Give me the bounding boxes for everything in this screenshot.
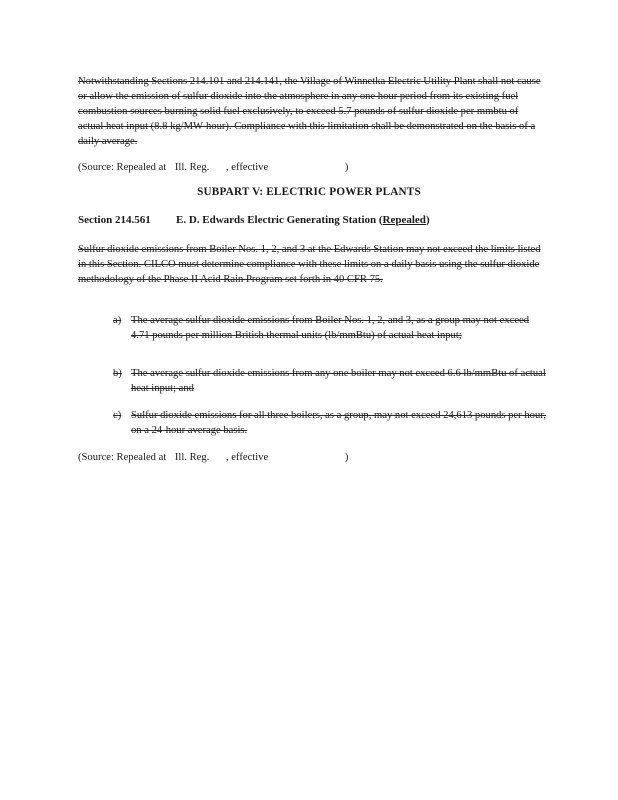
source-prefix: (Source: Repealed at <box>78 452 167 463</box>
source-close: ) <box>344 452 349 463</box>
item-text: Sulfur dioxide emissions for all three boilers, as a group, may not exceed 24,613 pounds per hour, on a 24-hour average basis. <box>131 410 546 436</box>
item-text: The average sulfur dioxide emissions from any one boiler may not exceed 6.6 lb/mmBtu of actual heat input; and <box>131 368 546 394</box>
section-repealed: Repealed <box>382 214 426 226</box>
list-item <box>113 408 547 438</box>
source-effective: , effective <box>226 452 269 463</box>
section-heading <box>78 214 548 226</box>
list-item <box>113 313 547 343</box>
source-note-2 <box>78 450 546 465</box>
item-letter: a) <box>113 315 122 326</box>
section-title: E. D. Edwards Electric Generating Station ( <box>176 214 383 226</box>
winnetka-paragraph: Notwithstanding Sections 214.101 and 214.141, the Village of Winnetka Electric Utility Plant shall not cause or allow the emission of sulfur dioxide into the atmosphere in any one hour period from its existing fuel combustion sources burning solid fuel exclusively, to exceed 5.7 pounds of sulfur dioxide per mmbtu of actual heat input (8.8 kg/MW-hour). Compliance with this limitation shall be demonstrated on the basis of a daily average. <box>78 76 541 147</box>
section-close: ) <box>425 214 430 226</box>
source-reg: Ill. Reg. <box>174 452 210 463</box>
source-reg: Ill. Reg. <box>174 162 210 173</box>
subpart-heading: SUBPART V: ELECTRIC POWER PLANTS <box>197 186 421 198</box>
source-prefix: (Source: Repealed at <box>78 162 167 173</box>
item-letter: b) <box>113 368 122 379</box>
edwards-paragraph: Sulfur dioxide emissions from Boiler Nos. 1, 2, and 3 at the Edwards Station may not exceed the limits listed in this Section. CILCO must determine compliance with these limits on a daily basis using the sulfur dioxide methodology of the Phase II Acid Rain Program set forth in 40 CFR 75. <box>78 244 541 285</box>
source-close: ) <box>344 162 349 173</box>
source-note-1 <box>78 160 546 175</box>
item-text: The average sulfur dioxide emissions from Boiler Nos. 1, 2, and 3, as a group may not exceed 4.71 pounds per million British thermal units (lb/mmBtu) of actual heat input; <box>131 315 530 341</box>
list-item <box>113 366 547 396</box>
source-effective: , effective <box>226 162 269 173</box>
section-number: Section 214.561 <box>78 214 151 226</box>
item-letter: c) <box>113 410 122 421</box>
